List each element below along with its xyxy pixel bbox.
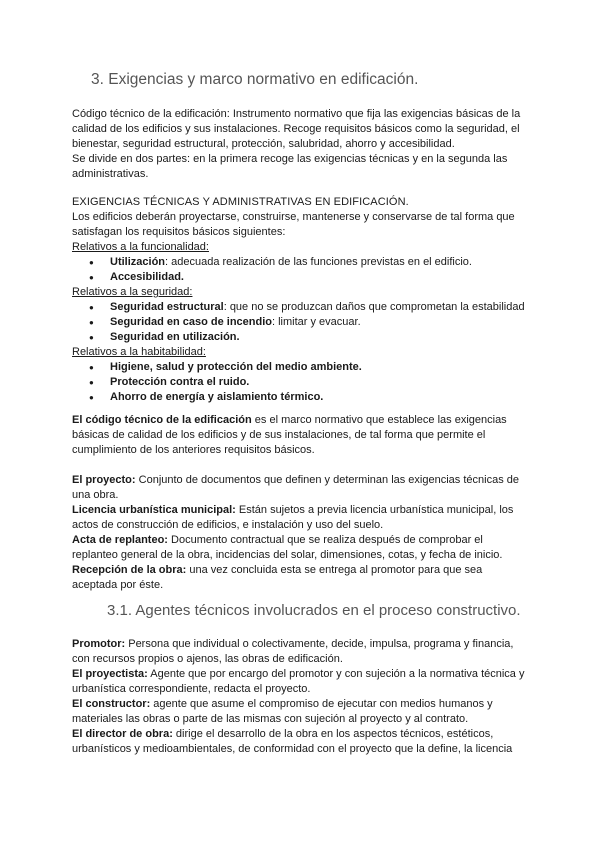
list-item: ● Seguridad en utilización. — [72, 330, 530, 345]
requirements-block — [72, 195, 530, 405]
requirements-lead: Los edificios deberán proyectarse, construirse, mantenerse y conservarse de tal forma que satisfagan los requisitos básicos siguientes: — [72, 211, 515, 238]
agents-block — [72, 637, 530, 757]
cte-definition-block — [72, 413, 530, 458]
list-item: ● Accesibilidad. — [72, 270, 530, 285]
intro-paragraph-1: Código técnico de la edificación: Instrumento normativo que fija las exigencias básicas de la calidad de los edificios y sus instalaciones. Recoge requisitos básicos como la seguridad, el bienestar, seguridad estructural, protección, salubridad, ahorro y accesibilidad. — [72, 108, 521, 150]
section-heading-3-1: 3.1. Agentes técnicos involucrados en el proceso constructivo. — [107, 602, 521, 619]
intro-paragraph-2: Se divide en dos partes: en la primera recoge las exigencias técnicas y en la segunda las administrativas. — [72, 153, 508, 180]
list-item: ● Seguridad estructural: que no se produzcan daños que comprometan la estabilidad — [72, 300, 530, 315]
agent-item: El constructor: agente que asume el compromiso de ejecutar con medios humanos y materiales las obras o parte de las mismas con sujeción al proyecto y al contrato. — [72, 698, 493, 725]
habitability-list — [72, 360, 530, 405]
definition-item: Recepción de la obra: una vez concluida esta se entrega al promotor para que sea aceptada por éste. — [72, 564, 483, 591]
list-item: ● Seguridad en caso de incendio: limitar y evacuar. — [72, 315, 530, 330]
list-item: ● Utilización: adecuada realización de las funciones previstas en el edificio. — [72, 255, 530, 270]
list-item: ● Higiene, salud y protección del medio ambiente. — [72, 360, 530, 375]
section-heading-3: 3. Exigencias y marco normativo en edificación. — [91, 71, 419, 88]
list-item: ● Ahorro de energía y aislamiento térmico. — [72, 390, 530, 405]
definitions-block — [72, 473, 530, 593]
agent-item: Promotor: Persona que individual o colectivamente, decide, impulsa, programa y financia, con recursos propios o ajenos, las obras de edificación. — [72, 638, 514, 665]
agent-item: El director de obra: dirige el desarrollo de la obra en los aspectos técnicos, estéticos, urbanísticos y medioambientales, de conformidad con el proyecto que la define, la licencia — [72, 728, 513, 755]
agent-item: El proyectista: Agente que por encargo del promotor y con sujeción a la normativa técnica y urbanística correspondiente, redacta el proyecto. — [72, 668, 525, 695]
intro-block — [72, 107, 530, 182]
definition-item: Licencia urbanística municipal: Están sujetos a previa licencia urbanística municipal, los actos de construcción de edificios, e instalación y uso del suelo. — [72, 504, 514, 531]
requirements-title: EXIGENCIAS TÉCNICAS Y ADMINISTRATIVAS EN EDIFICACIÓN. — [72, 196, 409, 208]
functionality-list — [72, 255, 530, 285]
definition-item: El proyecto: Conjunto de documentos que definen y determinan las exigencias técnicas de una obra. — [72, 474, 519, 501]
habitability-label: Relativos a la habitabilidad: — [72, 346, 206, 358]
definition-item: Acta de replanteo: Documento contractual que se realiza después de comprobar el replanteo general de la obra, incidencias del solar, dimensiones, cotas, y fecha de inicio. — [72, 534, 503, 561]
functionality-label: Relativos a la funcionalidad: — [72, 241, 209, 253]
safety-list — [72, 300, 530, 345]
safety-label: Relativos a la seguridad: — [72, 286, 193, 298]
cte-definition: El código técnico de la edificación es el marco normativo que establece las exigencias básicas de calidad de los edificios y de sus instalaciones, de tal forma que permite el cumplimiento de los anteriores requisitos básicos. — [72, 414, 507, 456]
list-item: ● Protección contra el ruido. — [72, 375, 530, 390]
